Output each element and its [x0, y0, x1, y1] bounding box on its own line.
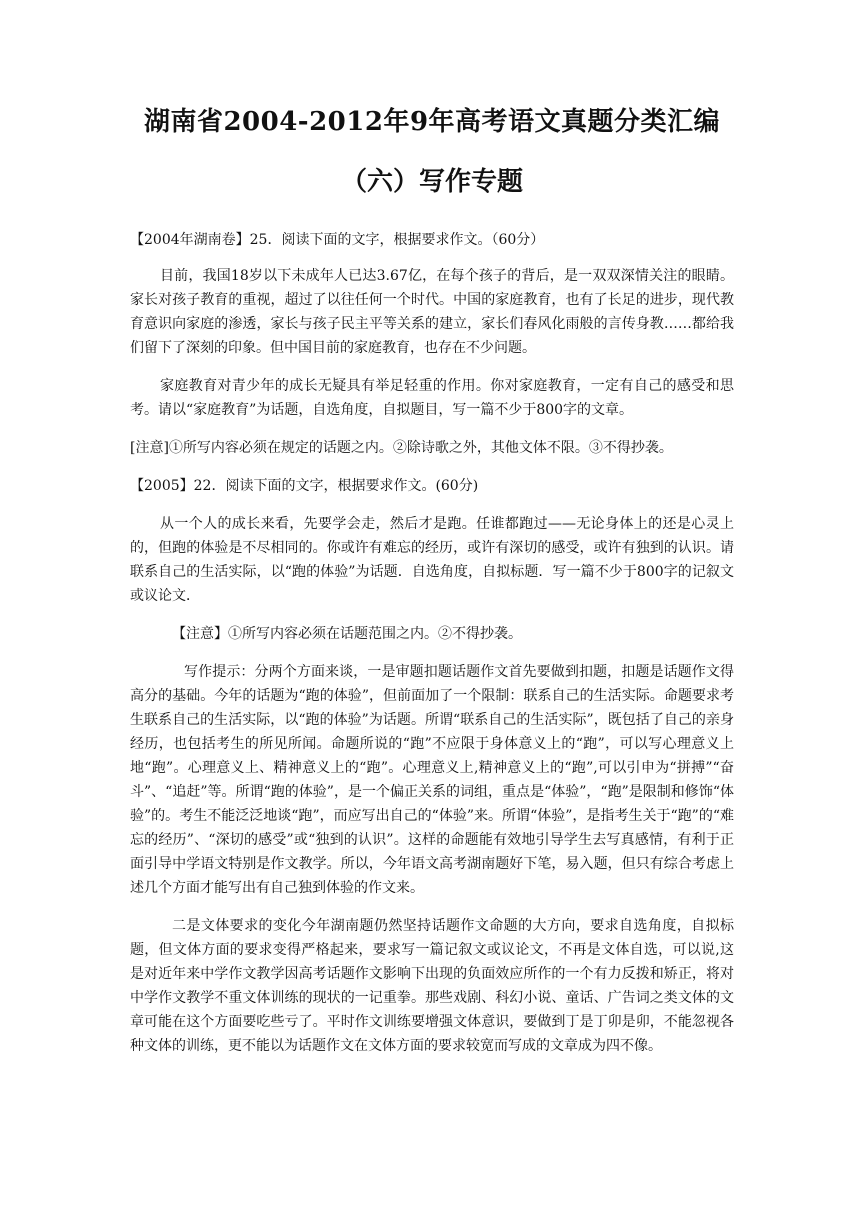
question-2004-note: [注意]①所写内容必须在规定的话题之内。②除诗歌之外，其他文体不限。③不得抄袭。: [130, 440, 673, 456]
question-2004-paragraph-2: 家庭教育对青少年的成长无疑具有举足轻重的作用。你对家庭教育，一定有自己的感受和思考。请以“家庭教育”为话题，自选角度，自拟题目，写一篇不少于800字的文章。: [130, 378, 734, 418]
question-2005-heading: 【2005】22．阅读下面的文字，根据要求作文。(60分): [130, 478, 479, 494]
question-2005-note: 【注意】①所写内容必须在话题范围之内。②不得抄袭。: [172, 626, 522, 642]
question-2004-heading: 【2004年湖南卷】25．阅读下面的文字，根据要求作文。（60分）: [130, 232, 545, 248]
document-title: 湖南省2004-2012年9年高考语文真题分类汇编: [143, 107, 721, 137]
question-2005-paragraph-1: 从一个人的成长来看，先要学会走，然后才是跑。任谁都跑过——无论身体上的还是心灵上的，但跑的体验是不尽相同的。你或许有难忘的经历，或许有深切的感受，或许有独到的认识。请联系自己的生活实际，以“跑的体验”为话题．自选角度，自拟标题．写一篇不少于800字的记叙文或议论文．: [130, 516, 734, 604]
question-2004-paragraph-1: 目前，我国18岁以下未成年人已达3.67亿，在每个孩子的背后，是一双双深情关注的眼睛。家长对孩子教育的重视，超过了以往任何一个时代。中国的家庭教育，也有了长足的进步，现代教育意识向家庭的渗透，家长与孩子民主平等关系的建立，家长们春风化雨般的言传身教……都给我们留下了深刻的印象。但中国目前的家庭教育，也存在不少问题。: [130, 268, 734, 356]
writing-tip-paragraph: 写作提示：分两个方面来谈，一是审题扣题话题作文首先要做到扣题，扣题是话题作文得高分的基础。今年的话题为“跑的体验”，但前面加了一个限制：联系自己的生活实际。命题要求考生联系自己的生活实际，以“跑的体验”为话题。所谓“联系自己的生活实际”，既包括了自己的亲身经历，也包括考生的所见所闻。命题所说的“跑”不应限于身体意义上的“跑”，可以写心理意义上地“跑”。心理意义上、精神意义上的“跑”。心理意义上,精神意义上的“跑”,可以引申为“拼搏”“奋斗”、“追赶”等。所谓“跑的体验”，是一个偏正关系的词组，重点是“体验”，“跑”是限制和修饰“体验”的。考生不能泛泛地谈“跑”，而应写出自己的“体验”来。所谓“体验”，是指考生关于“跑”的“难忘的经历”、“深切的感受”或“独到的认识”。这样的命题能有效地引导学生去写真感情，有利于正面引导中学语文特别是作文教学。所以，今年语文高考湖南题好下笔，易入题，但只有综合考虑上述几个方面才能写出有自己独到体验的作文来。: [130, 664, 734, 896]
writing-tip-second-point: 二是文体要求的变化今年湖南题仍然坚持话题作文命题的大方向，要求自选角度，自拟标题，但文体方面的要求变得严格起来，要求写一篇记叙文或议论文，不再是文体自选，可以说,这是对近年来中学作文教学因高考话题作文影响下出现的负面效应所作的一个有力反拨和矫正，将对中学作文教学不重文体训练的现状的一记重拳。那些戏剧、科幻小说、童话、广告词之类文体的文章可能在这个方面要吃些亏了。平时作文训练要增强文体意识，要做到丁是丁卯是卯，不能忽视各种文体的训练，更不能以为话题作文在文体方面的要求较宽而写成的文章成为四不像。: [130, 918, 734, 1054]
document-subtitle: （六）写作专题: [340, 167, 523, 197]
